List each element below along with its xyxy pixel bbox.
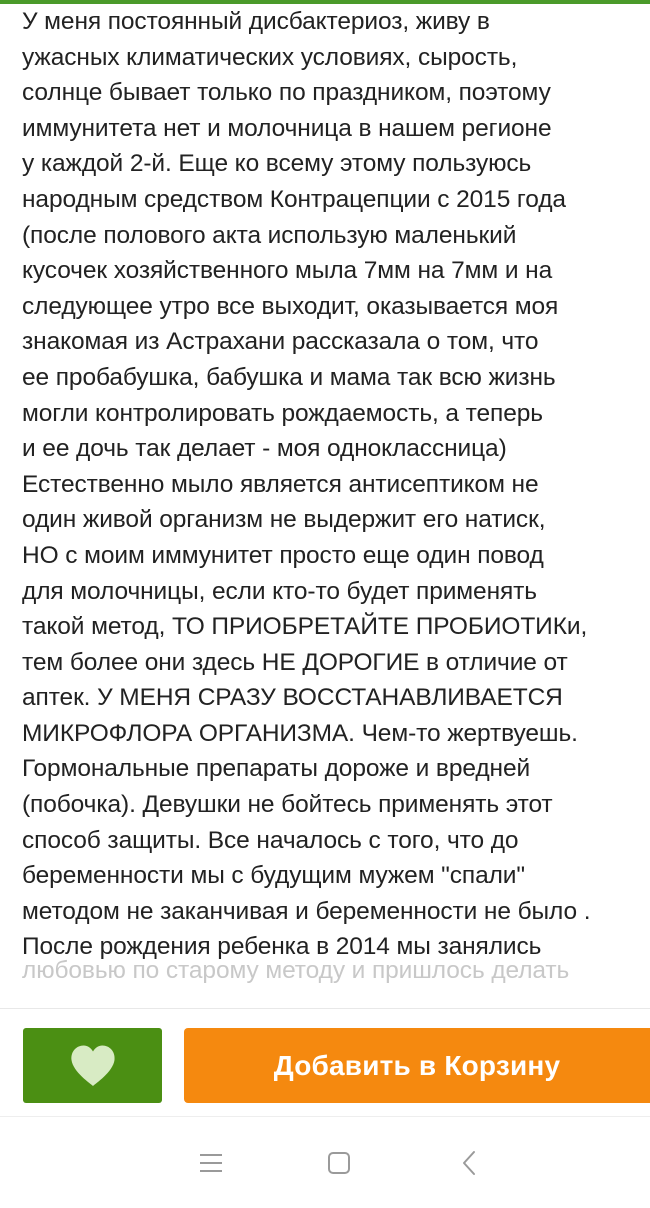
menu-button[interactable]: [166, 1117, 256, 1208]
review-line: беременности мы с будущим мужем "спали": [22, 862, 525, 890]
review-line: МИКРОФЛОРА ОРГАНИЗМА. Чем-то жертвуешь.: [22, 719, 578, 747]
system-navigation-bar: [0, 1116, 650, 1207]
home-button[interactable]: [294, 1117, 384, 1208]
add-to-cart-button[interactable]: Добавить в Корзину: [184, 1028, 650, 1103]
back-chevron-icon: [461, 1150, 477, 1176]
review-line: Естественно мыло является антисептиком не: [22, 470, 539, 498]
review-line: такой метод, ТО ПРИОБРЕТАЙТЕ ПРОБИОТИКи,: [22, 613, 588, 641]
review-line: народным средством Контрацепции с 2015 года: [22, 185, 566, 213]
review-line: (побочка). Девушки не бойтесь применять этот: [22, 791, 553, 819]
review-line: для молочницы, если кто-то будет применять: [22, 577, 537, 605]
review-line: знакомая из Астрахани рассказала о том, что: [22, 328, 539, 356]
review-line: и ее дочь так делает - моя одноклассница): [22, 435, 507, 463]
review-line: солнце бывает только по праздником, поэтому: [22, 79, 551, 107]
menu-icon: [199, 1153, 223, 1173]
add-to-favorites-button[interactable]: [23, 1028, 162, 1103]
review-line: У меня постоянный дисбактериоз, живу в: [22, 8, 490, 35]
review-line: могли контролировать рождаемость, а теперь: [22, 399, 543, 427]
review-text: [22, 4, 644, 1008]
review-line-clipped: любовью по старому методу и пришлось делать: [22, 957, 570, 985]
review-line: следующее утро все выходит, оказывается моя: [22, 292, 559, 320]
review-line: НО с моим иммунитет просто еще один повод: [22, 541, 544, 569]
review-line: один живой организм не выдержит его натиск,: [22, 506, 546, 534]
review-line: тем более они здесь НЕ ДОРОГИЕ в отличие от: [22, 648, 568, 676]
review-line: (после полового акта использую маленький: [22, 221, 517, 249]
home-square-icon: [327, 1151, 351, 1175]
review-line: аптек. У МЕНЯ СРАЗУ ВОССТАНАВЛИВАЕТСЯ: [22, 684, 563, 712]
review-line: ужасных климатических условиях, сырость,: [22, 43, 518, 71]
review-line: ее пробабушка, бабушка и мама так всю жизнь: [22, 363, 556, 391]
review-line: у каждой 2-й. Еще ко всему этому пользуюсь: [22, 150, 532, 178]
review-line: После рождения ребенка в 2014 мы занялись: [22, 933, 542, 961]
heart-icon: [69, 1044, 117, 1088]
review-line: Гормональные препараты дороже и вредней: [22, 755, 531, 783]
product-action-bar: [0, 1008, 650, 1116]
back-button[interactable]: [424, 1117, 514, 1208]
review-line: методом не заканчивая и беременности не было .: [22, 897, 591, 925]
review-line: способ защиты. Все началось с того, что до: [22, 826, 519, 854]
review-line: кусочек хозяйственного мыла 7мм на 7мм и на: [22, 257, 553, 285]
review-line: иммунитета нет и молочница в нашем регионе: [22, 114, 552, 142]
